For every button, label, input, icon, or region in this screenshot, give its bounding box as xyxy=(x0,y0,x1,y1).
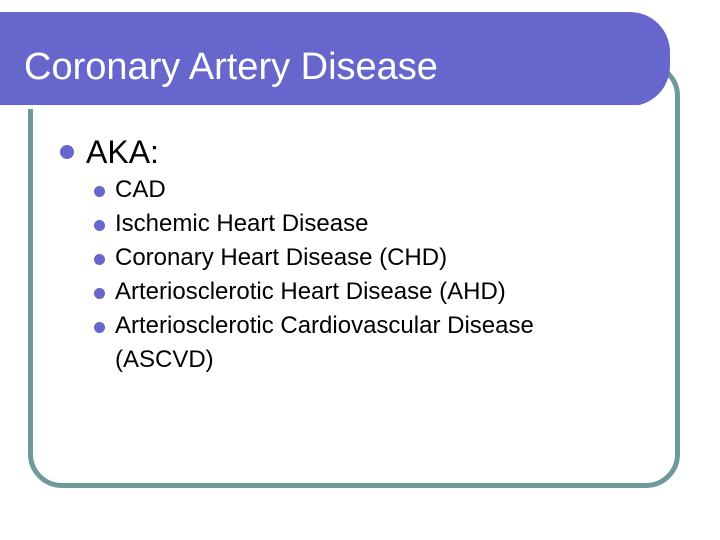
list-item xyxy=(94,207,635,241)
bullet-dot-icon xyxy=(94,288,105,299)
list-item-label: CAD xyxy=(115,176,166,203)
bullet-dot-icon xyxy=(60,145,74,159)
list-item-label: Arteriosclerotic Heart Disease (AHD) xyxy=(115,278,506,305)
list-item-label: Ischemic Heart Disease xyxy=(115,210,369,237)
aka-list xyxy=(94,173,635,377)
list-item xyxy=(94,173,635,207)
list-item-label: Arteriosclerotic Cardiovascular Disease (ASCVD) xyxy=(115,312,534,373)
slide-title: Coronary Artery Disease xyxy=(24,46,438,88)
bullet-dot-icon xyxy=(94,254,105,265)
bullet-dot-icon xyxy=(94,186,105,197)
bullet-dot-icon xyxy=(94,322,105,333)
list-item xyxy=(94,309,635,377)
bullet-aka xyxy=(60,132,159,172)
list-item xyxy=(94,275,635,309)
list-item xyxy=(94,241,635,275)
list-item-label: Coronary Heart Disease (CHD) xyxy=(115,244,448,271)
bullet-dot-icon xyxy=(94,220,105,231)
bullet-aka-label: AKA: xyxy=(86,134,159,170)
